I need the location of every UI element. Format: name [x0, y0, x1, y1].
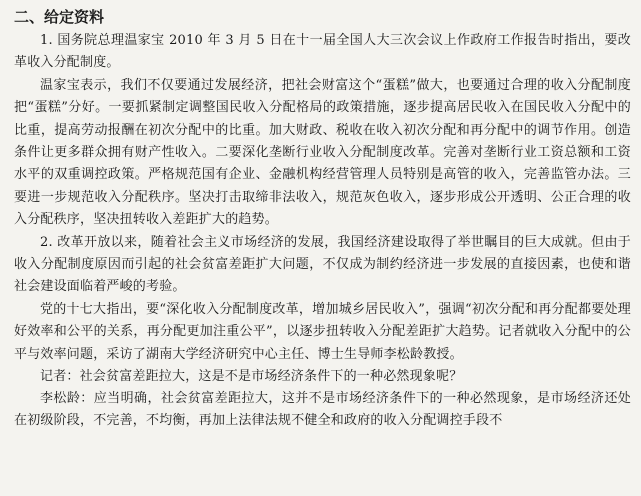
- paragraph: 党的十七大指出，要“深化收入分配制度改革，增加城乡居民收入”，强调“初次分配和再分配都要处理好效率和公平的关系，再分配更加注重公平”，以逐步扭转收入分配差距扩大趋势。记者就收入分配中的公平与效率问题，采访了湖南大学经济研究中心主任、博士生导师李松龄教授。: [14, 301, 631, 362]
- paragraph: 2. 改革开放以来，随着社会主义市场经济的发展，我国经济建设取得了举世瞩目的巨大成就。但由于收入分配制度原因而引起的社会贫富差距扩大问题，不仅成为制约经济进一步发展的直接因素，也使和谐社会建设面临着严峻的考验。: [14, 234, 631, 295]
- section-heading: 二、给定资料: [14, 8, 105, 26]
- paragraph: 1. 国务院总理温家宝 2010 年 3 月 5 日在十一届全国人大三次会议上作政府工作报告时指出，要改革收入分配制度。: [14, 33, 631, 71]
- paragraph: 李松龄：应当明确，社会贫富差距拉大，这并不是市场经济条件下的一种必然现象，是市场经济还处在初级阶段，不完善，不均衡，再加上法律法规不健全和政府的收入分配调控手段不: [14, 391, 631, 429]
- paragraph: 记者：社会贫富差距拉大，这是不是市场经济条件下的一种必然现象呢？: [40, 369, 463, 385]
- paragraph: 温家宝表示，我们不仅要通过发展经济，把社会财富这个“蛋糕”做大，也要通过合理的收入分配制度把“蛋糕”分好。一要抓紧制定调整国民收入分配格局的政策措施，逐步提高居民收入在国民收入分配中的比重，提高劳动报酬在初次分配中的比重。加大财政、税收在收入初次分配和再分配中的调节作用。创造条件让更多群众拥有财产性收入。二要深化垄断行业收入分配制度改革。完善对垄断行业工资总额和工资水平的双重调控政策。严格规范国有企业、金融机构经营管理人员特别是高管的收入，完善监管办法。三要进一步规范收入分配秩序。坚决打击取缔非法收入，规范灰色收入，逐步形成公开透明、公正合理的收入分配秩序，坚决扭转收入差距扩大的趋势。: [14, 77, 631, 228]
